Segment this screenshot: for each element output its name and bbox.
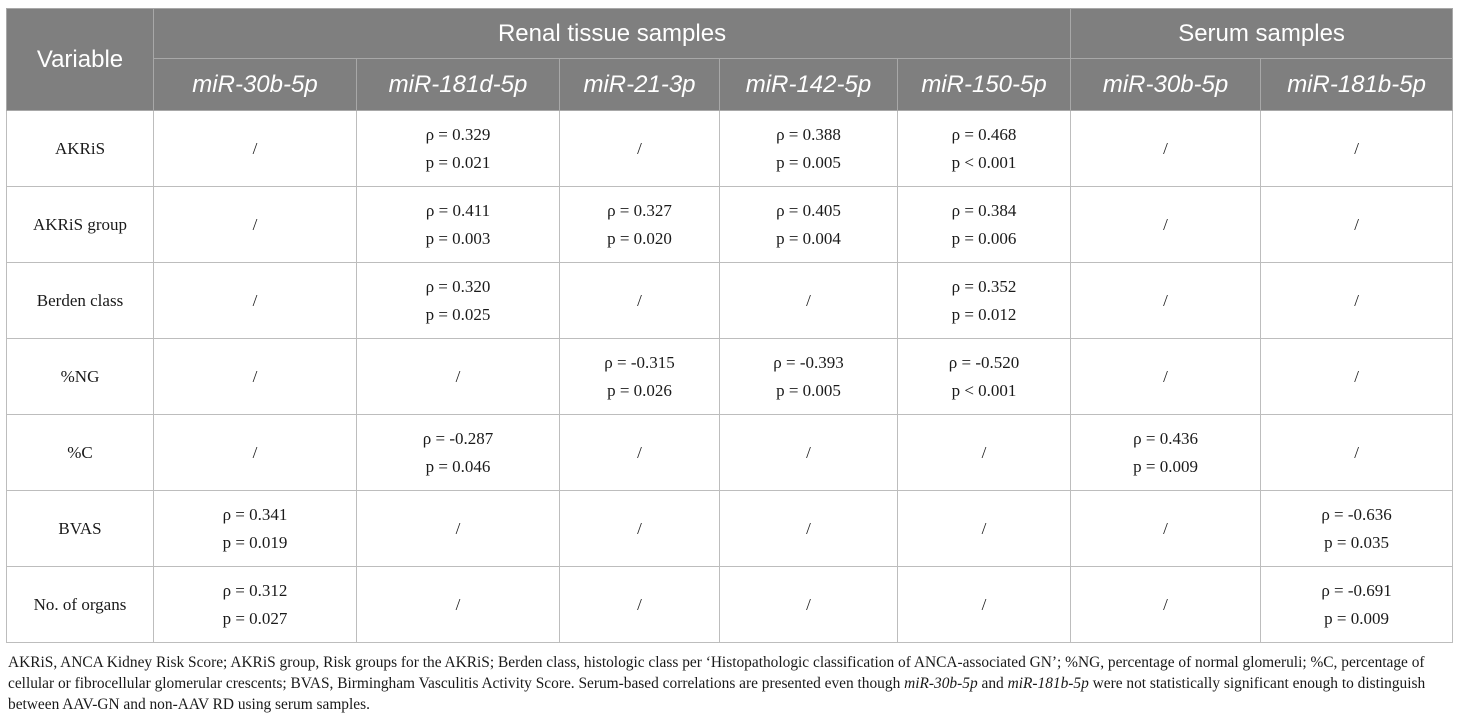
correlation-cell [1071,111,1261,187]
row-variable-label: No. of organs [7,567,154,643]
correlation-cell [357,339,560,415]
correlation-cell [357,187,560,263]
row-variable-label: %C [7,415,154,491]
rho-value: ρ = 0.329 [425,124,491,144]
empty-marker: / [1354,442,1359,462]
correlation-cell [898,567,1071,643]
empty-marker: / [455,594,461,614]
empty-marker: / [455,518,461,538]
correlation-cell [720,491,898,567]
correlation-cell [1071,339,1261,415]
correlation-cell [898,491,1071,567]
p-value: p = 0.006 [951,228,1017,248]
empty-marker: / [1163,290,1168,310]
empty-marker: / [1354,366,1359,386]
p-value: p = 0.020 [607,228,672,248]
footnote-text: and [977,675,1008,692]
correlation-cell [720,339,898,415]
empty-marker: / [1163,138,1168,158]
correlation-cell [720,187,898,263]
rho-value: ρ = 0.341 [222,504,288,524]
correlation-cell [898,339,1071,415]
correlation-cell [1071,263,1261,339]
empty-marker: / [637,290,642,310]
header-mirna: miR-150-5p [898,59,1071,111]
correlation-cell [560,567,720,643]
header-mirna: miR-181d-5p [357,59,560,111]
header-mirna: miR-30b-5p [154,59,357,111]
correlation-cell [1261,187,1453,263]
p-value: p = 0.012 [951,304,1017,324]
correlation-cell [560,415,720,491]
correlation-cell [357,491,560,567]
p-value: p = 0.021 [425,152,491,172]
correlation-cell [357,567,560,643]
p-value: p = 0.046 [425,456,491,476]
correlation-cell [898,111,1071,187]
p-value: p = 0.005 [776,152,841,172]
correlation-cell [720,111,898,187]
empty-marker: / [981,518,987,538]
p-value: p < 0.001 [951,380,1017,400]
rho-value: ρ = -0.636 [1321,504,1392,524]
correlation-cell [898,187,1071,263]
correlation-cell [154,415,357,491]
header-group-renal: Renal tissue samples [154,9,1071,59]
empty-marker: / [806,290,811,310]
p-value: p = 0.025 [425,304,491,324]
row-variable-label: %NG [7,339,154,415]
row-variable-label: AKRiS [7,111,154,187]
header-mirna: miR-142-5p [720,59,898,111]
rho-value: ρ = 0.327 [607,200,672,220]
rho-value: ρ = 0.320 [425,276,491,296]
correlation-cell [154,263,357,339]
empty-marker: / [981,594,987,614]
p-value: p = 0.035 [1324,532,1389,552]
correlation-cell [560,111,720,187]
row-variable-label: BVAS [7,491,154,567]
correlation-cell [1261,111,1453,187]
rho-value: ρ = 0.388 [776,124,841,144]
correlation-cell [560,187,720,263]
header-mirna: miR-181b-5p [1261,59,1453,111]
footnote-text: AKRiS, ANCA Kidney Risk Score; AKRiS group, Risk groups for the AKRiS; Berden class, histologic class per ‘Histopathologic classification of ANCA-associated GN’; %NG, percentage of normal glomeruli; %C, percentage of cellular or fibrocellular glomerular crescents; BVAS, Birmingham Vasculitis Activity Score. Serum-based correlations are presented even though [8,654,1425,692]
footnote-italic: miR-181b-5p [1007,675,1089,692]
empty-marker: / [806,594,811,614]
empty-marker: / [252,366,258,386]
footnote-text: were not statistically significant enough to distinguish between AAV-GN and non-AAV RD using serum samples. [8,675,1426,713]
rho-value: ρ = 0.468 [951,124,1017,144]
rho-value: ρ = 0.312 [222,580,288,600]
empty-marker: / [455,366,461,386]
p-value: p = 0.009 [1133,456,1198,476]
empty-marker: / [637,518,642,538]
header-group-serum: Serum samples [1071,9,1453,59]
correlation-cell [898,263,1071,339]
empty-marker: / [637,138,642,158]
header-variable: Variable [7,9,154,111]
rho-value: ρ = 0.352 [951,276,1017,296]
correlation-cell [1071,491,1261,567]
header-mirna-row [7,59,1453,111]
table-footnote [8,652,1454,715]
p-value: p = 0.003 [425,228,491,248]
rho-value: ρ = -0.393 [773,352,844,372]
correlation-cell [1261,415,1453,491]
correlation-cell [357,415,560,491]
correlation-cell [154,111,357,187]
p-value: p = 0.027 [222,608,288,628]
correlation-cell [357,111,560,187]
row-variable-label: AKRiS group [7,187,154,263]
header-mirna: miR-21-3p [560,59,720,111]
correlation-cell [898,415,1071,491]
empty-marker: / [981,442,987,462]
correlation-cell [1261,263,1453,339]
correlation-cell [560,491,720,567]
rho-value: ρ = -0.520 [948,352,1020,372]
empty-marker: / [252,290,258,310]
table-row [7,491,1453,567]
correlation-table-container [6,8,1452,643]
empty-marker: / [1163,366,1168,386]
empty-marker: / [1163,594,1168,614]
p-value: p < 0.001 [951,152,1017,172]
table-row [7,339,1453,415]
p-value: p = 0.026 [607,380,672,400]
empty-marker: / [1163,214,1168,234]
correlation-cell [154,339,357,415]
rho-value: ρ = 0.405 [776,200,841,220]
rho-value: ρ = 0.384 [951,200,1017,220]
p-value: p = 0.009 [1324,608,1389,628]
correlation-cell [1071,567,1261,643]
rho-value: ρ = -0.691 [1321,580,1392,600]
correlation-cell [154,567,357,643]
correlation-cell [1261,339,1453,415]
p-value: p = 0.005 [776,380,841,400]
header-group-row [7,9,1453,59]
empty-marker: / [1354,290,1359,310]
table-row [7,415,1453,491]
correlation-table [6,8,1453,643]
correlation-cell [720,263,898,339]
correlation-cell [154,187,357,263]
p-value: p = 0.019 [222,532,288,552]
empty-marker: / [252,138,258,158]
correlation-cell [560,263,720,339]
table-row [7,567,1453,643]
correlation-cell [1261,567,1453,643]
empty-marker: / [252,214,258,234]
table-row [7,187,1453,263]
rho-value: ρ = 0.411 [425,200,491,220]
p-value: p = 0.004 [776,228,841,248]
correlation-cell [357,263,560,339]
rho-value: ρ = -0.287 [422,428,494,448]
correlation-cell [154,491,357,567]
correlation-cell [720,415,898,491]
empty-marker: / [252,442,258,462]
rho-value: ρ = -0.315 [604,352,675,372]
row-variable-label: Berden class [7,263,154,339]
empty-marker: / [1163,518,1168,538]
empty-marker: / [1354,138,1359,158]
empty-marker: / [806,442,811,462]
empty-marker: / [1354,214,1359,234]
correlation-cell [560,339,720,415]
table-row [7,111,1453,187]
table-row [7,263,1453,339]
correlation-cell [1261,491,1453,567]
empty-marker: / [637,442,642,462]
empty-marker: / [637,594,642,614]
empty-marker: / [806,518,811,538]
correlation-cell [1071,187,1261,263]
rho-value: ρ = 0.436 [1133,428,1198,448]
footnote-italic: miR-30b-5p [904,675,978,692]
correlation-cell [720,567,898,643]
header-mirna: miR-30b-5p [1071,59,1261,111]
correlation-cell [1071,415,1261,491]
table-body [7,111,1453,643]
